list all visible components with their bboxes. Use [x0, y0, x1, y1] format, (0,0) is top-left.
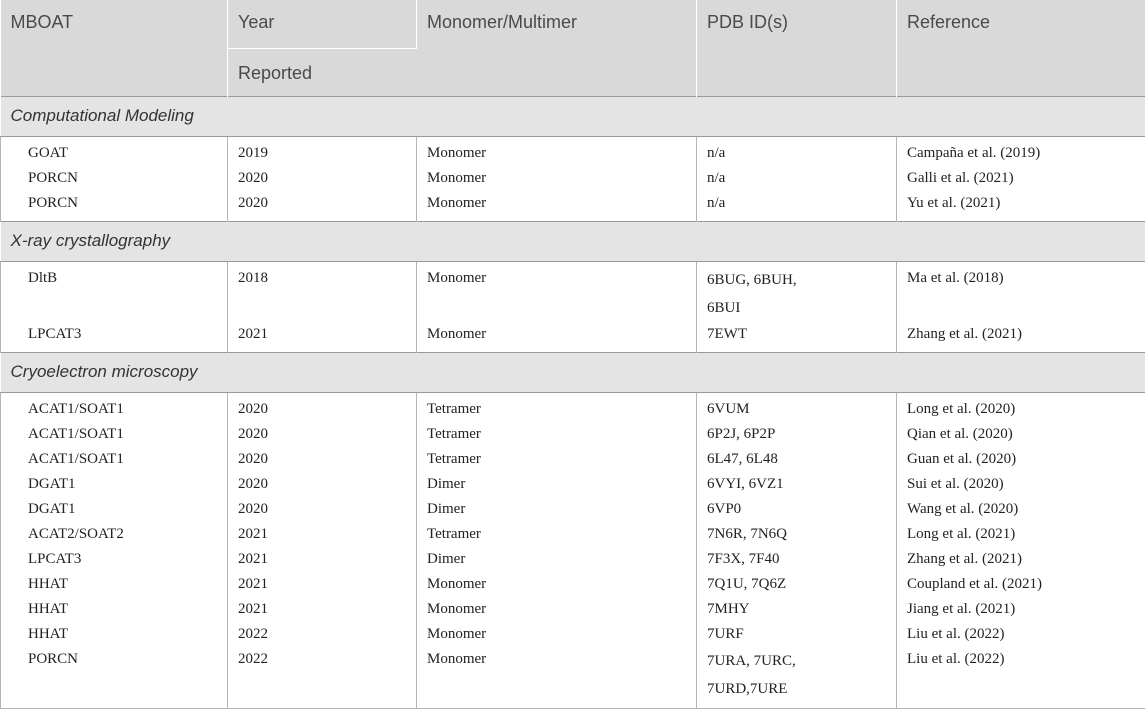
cell-year: 2020: [228, 497, 417, 522]
cell-form: Monomer: [417, 166, 697, 191]
table-row: [1, 191, 1145, 222]
cell-mboat: PORCN: [1, 166, 228, 191]
table-row: [1, 472, 1145, 497]
cell-reference: Zhang et al. (2021): [897, 547, 1145, 572]
cell-reference: Guan et al. (2020): [897, 447, 1145, 472]
cell-pdb: [697, 261, 897, 322]
table-row: [1, 447, 1145, 472]
col-header-monomer-multimer: Monomer/Multimer: [417, 0, 697, 96]
cell-form: Dimer: [417, 472, 697, 497]
section-x-ray-crystallography: [1, 221, 1145, 352]
table-row: [1, 166, 1145, 191]
cell-year: 2020: [228, 472, 417, 497]
cell-form: Monomer: [417, 572, 697, 597]
cell-reference: Long et al. (2020): [897, 392, 1145, 422]
cell-mboat: ACAT2/SOAT2: [1, 522, 228, 547]
section-computational-modeling: [1, 96, 1145, 221]
pdb-line: 6BUI: [707, 299, 741, 316]
cell-mboat: DGAT1: [1, 472, 228, 497]
pdb-line: 7URA, 7URC,: [707, 652, 796, 669]
col-header-pdb-ids: PDB ID(s): [697, 0, 897, 96]
table-row: [1, 622, 1145, 647]
cell-form: Monomer: [417, 261, 697, 322]
cell-mboat: LPCAT3: [1, 547, 228, 572]
cell-form: Tetramer: [417, 522, 697, 547]
col-header-reference: Reference: [897, 0, 1145, 96]
cell-form: Tetramer: [417, 447, 697, 472]
cell-year: 2021: [228, 322, 417, 353]
table-row: [1, 522, 1145, 547]
pdb-line: 6BUG, 6BUH,: [707, 271, 797, 288]
cell-year: 2020: [228, 166, 417, 191]
col-header-year: Year: [228, 0, 417, 48]
table-row: [1, 392, 1145, 422]
cell-pdb: n/a: [697, 191, 897, 222]
table-row: [1, 136, 1145, 166]
cell-form: Monomer: [417, 136, 697, 166]
cell-pdb: 7Q1U, 7Q6Z: [697, 572, 897, 597]
cell-year: 2022: [228, 622, 417, 647]
cell-year: 2019: [228, 136, 417, 166]
cell-pdb: 6P2J, 6P2P: [697, 422, 897, 447]
cell-year: 2020: [228, 392, 417, 422]
cell-pdb: 7URF: [697, 622, 897, 647]
cell-mboat: ACAT1/SOAT1: [1, 392, 228, 422]
cell-form: Monomer: [417, 622, 697, 647]
cell-reference: Coupland et al. (2021): [897, 572, 1145, 597]
col-header-year-reported: Reported: [228, 48, 417, 96]
cell-reference: Campaña et al. (2019): [897, 136, 1145, 166]
cell-reference: Sui et al. (2020): [897, 472, 1145, 497]
cell-mboat: DltB: [1, 261, 228, 322]
table-row: [1, 547, 1145, 572]
section-title: X-ray crystallography: [1, 221, 1145, 261]
cell-mboat: PORCN: [1, 647, 228, 709]
cell-pdb: 6VUM: [697, 392, 897, 422]
pdb-line: 7URD,7URE: [707, 680, 788, 697]
cell-pdb: 7N6R, 7N6Q: [697, 522, 897, 547]
cell-form: Dimer: [417, 497, 697, 522]
cell-reference: Long et al. (2021): [897, 522, 1145, 547]
cell-pdb: n/a: [697, 136, 897, 166]
section-title: Computational Modeling: [1, 96, 1145, 136]
cell-pdb: 6VYI, 6VZ1: [697, 472, 897, 497]
cell-year: 2018: [228, 261, 417, 322]
cell-reference: Wang et al. (2020): [897, 497, 1145, 522]
section-title: Cryoelectron microscopy: [1, 352, 1145, 392]
cell-reference: Zhang et al. (2021): [897, 322, 1145, 353]
cell-year: 2021: [228, 547, 417, 572]
table-row: [1, 497, 1145, 522]
cell-year: 2020: [228, 447, 417, 472]
col-header-mboat: MBOAT: [1, 0, 228, 96]
cell-reference: Qian et al. (2020): [897, 422, 1145, 447]
cell-form: Monomer: [417, 191, 697, 222]
cell-pdb: 7EWT: [697, 322, 897, 353]
cell-mboat: PORCN: [1, 191, 228, 222]
cell-form: Monomer: [417, 647, 697, 709]
cell-mboat: DGAT1: [1, 497, 228, 522]
cell-form: Dimer: [417, 547, 697, 572]
table-header: [1, 0, 1145, 96]
table-row: [1, 322, 1145, 353]
cell-mboat: GOAT: [1, 136, 228, 166]
table-row: [1, 261, 1145, 322]
cell-form: Monomer: [417, 322, 697, 353]
cell-form: Tetramer: [417, 422, 697, 447]
cell-year: 2021: [228, 572, 417, 597]
cell-year: 2020: [228, 191, 417, 222]
cell-pdb: [697, 647, 897, 709]
cell-mboat: LPCAT3: [1, 322, 228, 353]
cell-reference: Liu et al. (2022): [897, 647, 1145, 709]
cell-mboat: ACAT1/SOAT1: [1, 447, 228, 472]
table-row: [1, 422, 1145, 447]
cell-pdb: n/a: [697, 166, 897, 191]
cell-mboat: ACAT1/SOAT1: [1, 422, 228, 447]
cell-pdb: 6L47, 6L48: [697, 447, 897, 472]
table-row: [1, 597, 1145, 622]
cell-reference: Yu et al. (2021): [897, 191, 1145, 222]
cell-mboat: HHAT: [1, 597, 228, 622]
cell-year: 2021: [228, 597, 417, 622]
cell-reference: Jiang et al. (2021): [897, 597, 1145, 622]
cell-reference: Liu et al. (2022): [897, 622, 1145, 647]
cell-year: 2021: [228, 522, 417, 547]
cell-reference: Ma et al. (2018): [897, 261, 1145, 322]
cell-mboat: HHAT: [1, 572, 228, 597]
cell-form: Tetramer: [417, 392, 697, 422]
cell-reference: Galli et al. (2021): [897, 166, 1145, 191]
cell-year: 2020: [228, 422, 417, 447]
cell-pdb: 6VP0: [697, 497, 897, 522]
cell-year: 2022: [228, 647, 417, 709]
table-row: [1, 572, 1145, 597]
cell-mboat: HHAT: [1, 622, 228, 647]
section-cryoelectron-microscopy: [1, 352, 1145, 708]
cell-form: Monomer: [417, 597, 697, 622]
cell-pdb: 7F3X, 7F40: [697, 547, 897, 572]
table-row: [1, 647, 1145, 709]
cell-pdb: 7MHY: [697, 597, 897, 622]
